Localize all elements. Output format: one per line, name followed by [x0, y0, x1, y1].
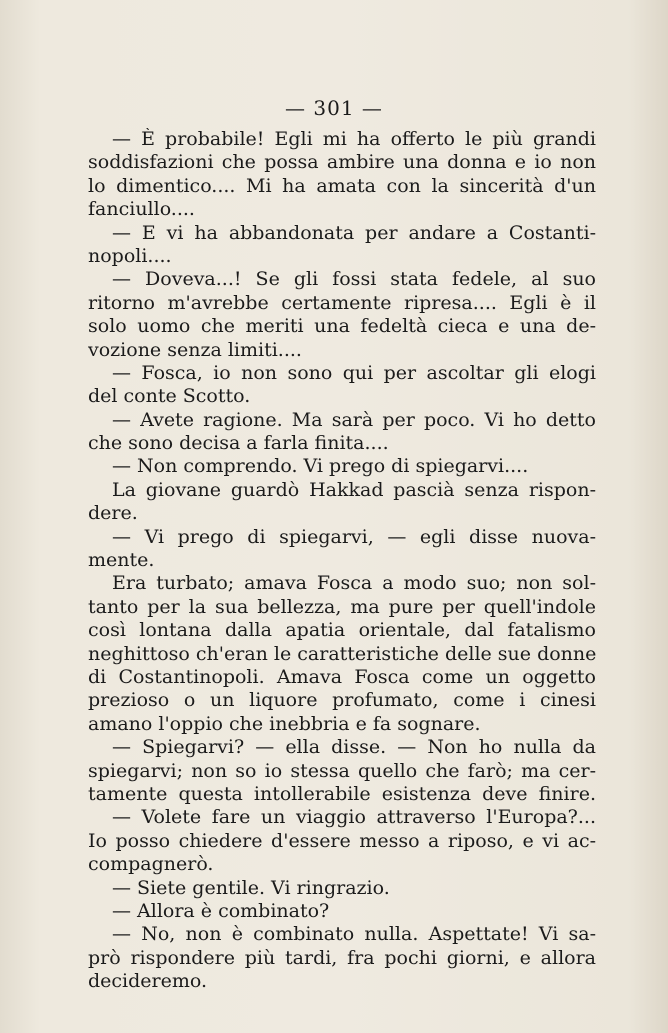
text-line: — Allora è combinato? — [112, 899, 330, 922]
text-line: vozione senza limiti.... — [88, 338, 302, 361]
text-line: del conte Scotto. — [88, 385, 251, 408]
text-line: prò rispondere più tardi, fra pochi giorni, e allora — [88, 946, 596, 969]
text-line: — Doveva...! Se gli fossi stata fedele, al suo — [112, 268, 596, 291]
text-line: spiegarvi; non so io stessa quello che farò; ma cer- — [88, 759, 596, 782]
page-number: — 301 — — [285, 96, 383, 120]
text-line: compagnerò. — [88, 853, 214, 876]
text-line: così lontana dalla apatia orientale, dal fatalismo — [88, 619, 596, 642]
text-line: La giovane guardò Hakkad pascià senza rispon- — [112, 478, 596, 501]
text-line: — No, non è combinato nulla. Aspettate! Vi sa- — [112, 923, 596, 946]
text-line: di Costantinopoli. Amava Fosca come un oggetto — [88, 665, 596, 688]
text-line: ritorno m'avrebbe certamente ripresa.... Egli è il — [88, 291, 596, 314]
text-line: decideremo. — [88, 970, 208, 993]
text-line: dere. — [88, 502, 138, 525]
body-text — [88, 128, 596, 993]
text-line: mente. — [88, 549, 155, 572]
text-line: — Volete fare un viaggio attraverso l'Europa?... — [112, 806, 596, 829]
text-line: che sono decisa a farla finita.... — [88, 432, 389, 455]
text-line: solo uomo che meriti una fedeltà cieca e una de- — [88, 315, 596, 338]
text-line: nopoli.... — [88, 244, 172, 267]
text-line: — Avete ragione. Ma sarà per poco. Vi ho detto — [112, 408, 596, 431]
text-line: Era turbato; amava Fosca a modo suo; non sol- — [112, 572, 596, 595]
text-line: — Spiegarvi? — ella disse. — Non ho nulla da — [112, 736, 596, 759]
text-line: tamente questa intollerabile esistenza deve finire. — [88, 782, 596, 805]
text-line: fanciullo.... — [88, 198, 195, 221]
text-line: Io posso chiedere d'essere messo a riposo, e vi ac- — [88, 829, 596, 852]
text-line: — È probabile! Egli mi ha offerto le più grandi — [112, 128, 596, 150]
text-line: prezioso o un liquore profumato, come i cinesi — [88, 689, 596, 712]
text-line: — Vi prego di spiegarvi, — egli disse nuova- — [112, 525, 596, 548]
text-line: — Siete gentile. Vi ringrazio. — [112, 876, 390, 899]
text-line: neghittoso ch'eran le caratteristiche delle sue donne — [88, 642, 596, 665]
text-line: soddisfazioni che possa ambire una donna e io non — [88, 151, 596, 174]
text-line: — E vi ha abbandonata per andare a Costanti- — [112, 221, 596, 244]
text-line: lo dimentico.... Mi ha amata con la sincerità d'un — [88, 174, 596, 197]
text-line: — Fosca, io non sono qui per ascoltar gli elogi — [112, 361, 596, 384]
text-line: amano l'oppio che inebbria e fa sognare. — [88, 712, 481, 735]
text-line: — Non comprendo. Vi prego di spiegarvi.... — [112, 455, 529, 478]
text-line: tanto per la sua bellezza, ma pure per quell'indole — [88, 595, 596, 618]
